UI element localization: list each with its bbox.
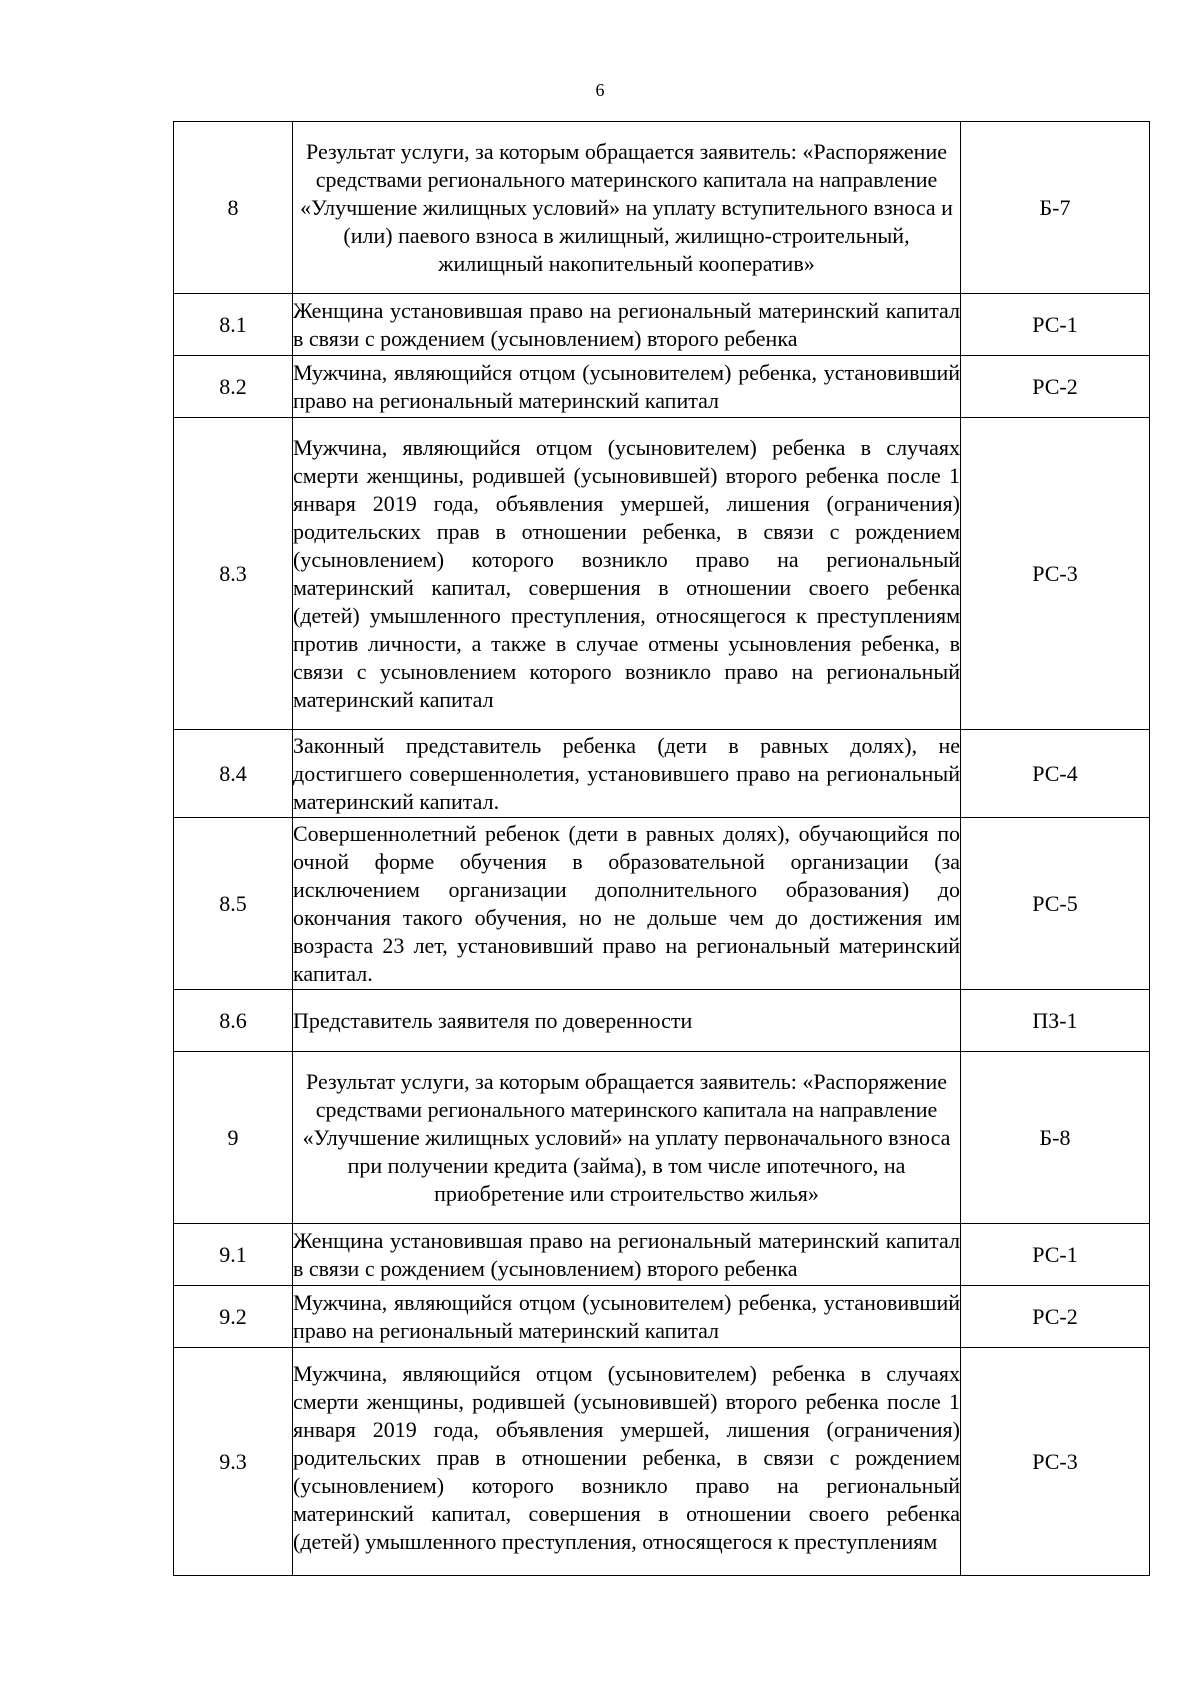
row-code: Б-7 [961, 122, 1150, 294]
row-number: 8.5 [174, 818, 293, 990]
row-code: РС-2 [961, 1286, 1150, 1348]
row-number: 9.3 [174, 1348, 293, 1576]
row-code: РС-1 [961, 1224, 1150, 1286]
table-row-8-6 [174, 990, 1150, 1052]
row-description: Мужчина, являющийся отцом (усыновителем) ребенка, установивший право на региональный материнский капитал [293, 356, 961, 418]
row-description: Женщина установившая право на региональный материнский капитал в связи с рождением (усыновлением) второго ребенка [293, 1224, 961, 1286]
table-row-8-1 [174, 294, 1150, 356]
row-description: Результат услуги, за которым обращается заявитель: «Распоряжение средствами регионального материнского капитала на направление «Улучшение жилищных условий» на уплату первоначального взноса при получении кредита (займа), в том числе ипотечного, на приобретение или строительство жилья» [293, 1052, 961, 1224]
table-row-9-1 [174, 1224, 1150, 1286]
row-code: РС-4 [961, 730, 1150, 818]
row-code: РС-3 [961, 1348, 1150, 1576]
row-description: Женщина установившая право на региональный материнский капитал в связи с рождением (усыновлением) второго ребенка [293, 294, 961, 356]
row-description: Результат услуги, за которым обращается заявитель: «Распоряжение средствами регионального материнского капитала на направление «Улучшение жилищных условий» на уплату вступительного взноса и (или) паевого взноса в жилищный, жилищно-строительный, жилищный накопительный кооператив» [293, 122, 961, 294]
applicant-categories-table [173, 121, 1150, 1576]
row-description: Мужчина, являющийся отцом (усыновителем) ребенка в случаях смерти женщины, родившей (усыновившей) второго ребенка после 1 января 2019 года, объявления умершей, лишения (ограничения) родительских прав в отношении ребенка, в связи с рождением (усыновлением) которого возникло право на региональный материнский капитал, совершения в отношении своего ребенка (детей) умышленного преступления, относящегося к преступлениям против личности, а также в случае отмены усыновления ребенка, в связи с усыновлением которого возникло право на региональный материнский капитал [293, 418, 961, 730]
table-row-8-3 [174, 418, 1150, 730]
table-row-9 [174, 1052, 1150, 1224]
row-code: Б-8 [961, 1052, 1150, 1224]
row-code: РС-1 [961, 294, 1150, 356]
row-number: 8.2 [174, 356, 293, 418]
row-description [293, 1348, 961, 1576]
row-number: 8.1 [174, 294, 293, 356]
row-number: 9 [174, 1052, 293, 1224]
row-number: 9.1 [174, 1224, 293, 1286]
row-number: 8 [174, 122, 293, 294]
row-number: 8.6 [174, 990, 293, 1052]
table-row-8-2 [174, 356, 1150, 418]
row-code: РС-5 [961, 818, 1150, 990]
table-row-9-3 [174, 1348, 1150, 1576]
row-number: 8.4 [174, 730, 293, 818]
row-description-text: Мужчина, являющийся отцом (усыновителем) ребенка в случаях смерти женщины, родившей (усыновившей) второго ребенка после 1 января 2019 года, объявления умершей, лишения (ограничения) родительских прав в отношении ребенка, в связи с рождением (усыновлением) которого возникло право на региональный материнский капитал, совершения в отношении своего ребенка (детей) умышленного преступления, относящегося к преступлениям [293, 1361, 960, 1554]
table-row-8-4 [174, 730, 1150, 818]
row-description: Представитель заявителя по доверенности [293, 990, 961, 1052]
row-description: Законный представитель ребенка (дети в равных долях), не достигшего совершеннолетия, установившего право на региональный материнский капитал. [293, 730, 961, 818]
row-number: 9.2 [174, 1286, 293, 1348]
row-description: Мужчина, являющийся отцом (усыновителем) ребенка, установивший право на региональный материнский капитал [293, 1286, 961, 1348]
row-number: 8.3 [174, 418, 293, 730]
row-code: РС-2 [961, 356, 1150, 418]
table-row-8 [174, 122, 1150, 294]
page-number: 6 [595, 80, 605, 100]
table-row-9-2 [174, 1286, 1150, 1348]
table-row-8-5 [174, 818, 1150, 990]
row-code: ПЗ-1 [961, 990, 1150, 1052]
row-code: РС-3 [961, 418, 1150, 730]
row-description: Совершеннолетний ребенок (дети в равных долях), обучающийся по очной форме обучения в образовательной организации (за исключением организации дополнительного образования) до окончания такого обучения, но не дольше чем до достижения им возраста 23 лет, установивший право на региональный материнский капитал. [293, 818, 961, 990]
